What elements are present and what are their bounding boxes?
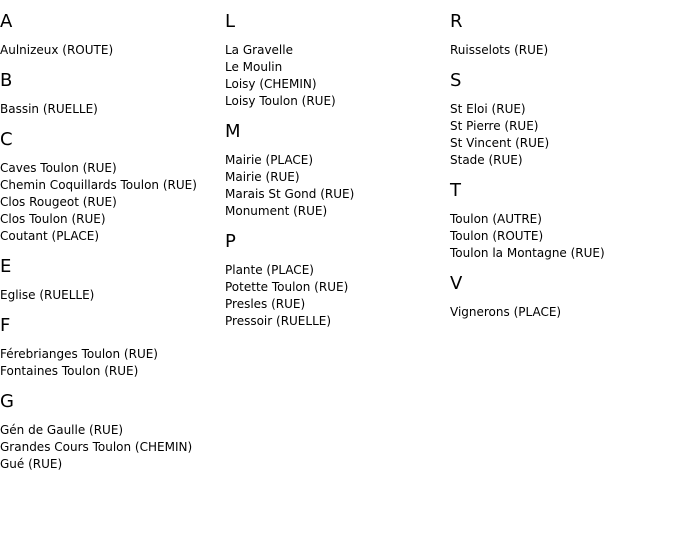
street-list [0,160,224,245]
street-link[interactable]: St Eloi (RUE) [450,102,526,116]
street-link[interactable]: La Gravelle [225,43,293,57]
street-list [225,262,449,330]
letter-section [450,71,674,169]
letter-section [225,12,449,110]
street-list [225,152,449,220]
letter-section [0,257,224,304]
street-link[interactable]: Mairie (RUE) [225,170,300,184]
letter-section [450,12,674,59]
letter-section [0,71,224,118]
street-list [450,211,674,262]
section-letter-heading: G [0,391,14,412]
street-link[interactable]: Chemin Coquillards Toulon (RUE) [0,178,197,192]
street-list [450,101,674,169]
letter-section [225,122,449,220]
street-link[interactable]: Plante (PLACE) [225,263,314,277]
section-letter-heading: T [450,180,461,201]
street-link[interactable]: Caves Toulon (RUE) [0,161,117,175]
street-list [0,101,224,118]
street-link[interactable]: Eglise (RUELLE) [0,288,95,302]
section-letter-heading: L [225,11,236,32]
street-link[interactable]: Monument (RUE) [225,204,328,218]
section-letter-heading: B [0,70,13,91]
street-link[interactable]: Grandes Cours Toulon (CHEMIN) [0,440,193,454]
index-column-3 [450,0,674,331]
street-link[interactable]: Coutant (PLACE) [0,229,100,243]
street-link[interactable]: Mairie (PLACE) [225,153,314,167]
street-list [0,422,224,473]
letter-section [0,130,224,245]
letter-section [0,316,224,380]
street-link[interactable]: Pressoir (RUELLE) [225,314,332,328]
street-link[interactable]: Potette Toulon (RUE) [225,280,349,294]
street-link[interactable]: Fontaines Toulon (RUE) [0,364,139,378]
letter-section [450,181,674,262]
street-link[interactable]: Toulon la Montagne (RUE) [450,246,605,260]
street-link[interactable]: Gén de Gaulle (RUE) [0,423,124,437]
street-link[interactable]: Férebrianges Toulon (RUE) [0,347,158,361]
section-letter-heading: F [0,315,11,336]
street-link[interactable]: Bassin (RUELLE) [0,102,98,116]
street-link[interactable]: Loisy Toulon (RUE) [225,94,336,108]
street-list [0,42,224,59]
street-list [0,346,224,380]
street-link[interactable]: Toulon (ROUTE) [450,229,544,243]
section-letter-heading: S [450,70,462,91]
street-list [450,304,674,321]
section-letter-heading: C [0,129,13,150]
section-letter-heading: A [0,11,13,32]
section-letter-heading: M [225,121,241,142]
street-link[interactable]: Presles (RUE) [225,297,306,311]
index-column-1 [0,0,224,483]
street-link[interactable]: St Vincent (RUE) [450,136,550,150]
street-link[interactable]: Clos Toulon (RUE) [0,212,106,226]
street-link[interactable]: Stade (RUE) [450,153,523,167]
street-link[interactable]: St Pierre (RUE) [450,119,539,133]
street-list [225,42,449,110]
street-link[interactable]: Le Moulin [225,60,283,74]
letter-section [0,12,224,59]
street-link[interactable]: Clos Rougeot (RUE) [0,195,117,209]
street-link[interactable]: Loisy (CHEMIN) [225,77,317,91]
street-link[interactable]: Marais St Gond (RUE) [225,187,355,201]
letter-section [0,392,224,473]
letter-section [450,274,674,321]
letter-section [225,232,449,330]
street-link[interactable]: Aulnizeux (ROUTE) [0,43,114,57]
section-letter-heading: E [0,256,12,277]
section-letter-heading: V [450,273,463,294]
street-list [450,42,674,59]
street-list [0,287,224,304]
section-letter-heading: R [450,11,463,32]
index-column-2 [225,0,449,340]
street-link[interactable]: Gué (RUE) [0,457,63,471]
street-link[interactable]: Toulon (AUTRE) [450,212,542,226]
section-letter-heading: P [225,231,236,252]
street-link[interactable]: Ruisselots (RUE) [450,43,549,57]
street-link[interactable]: Vignerons (PLACE) [450,305,562,319]
